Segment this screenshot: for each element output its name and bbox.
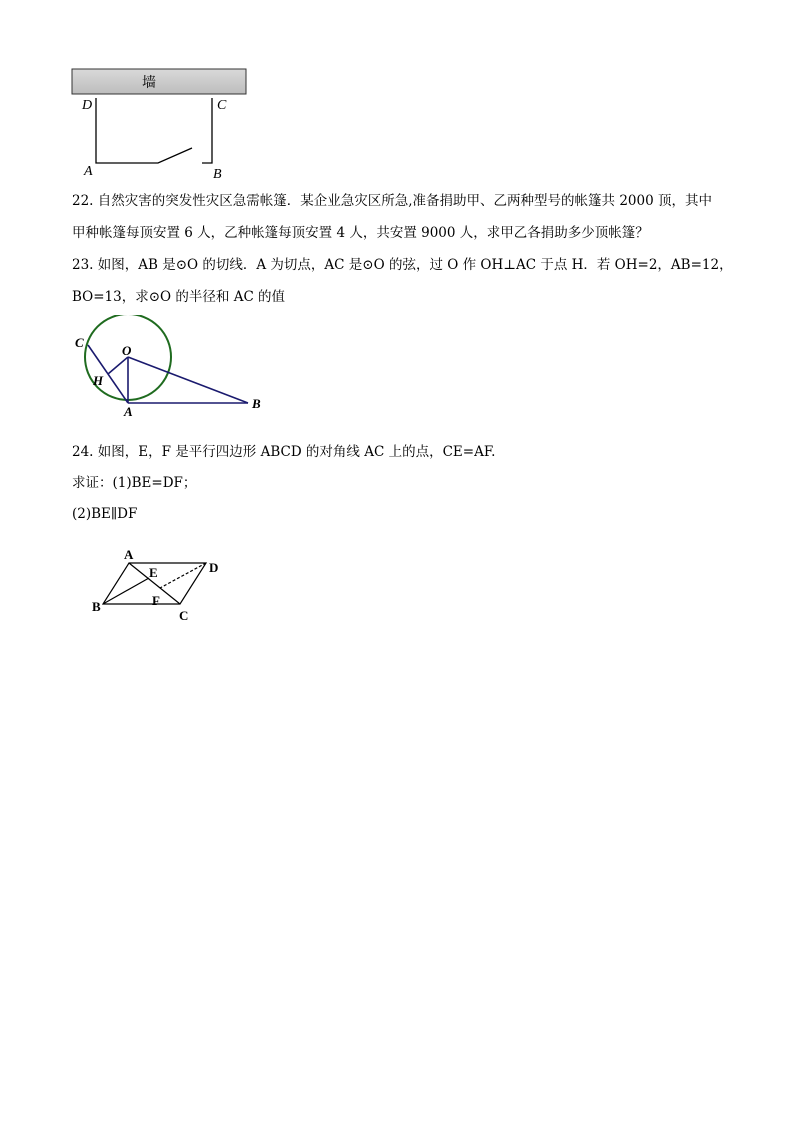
segment-oh <box>108 357 128 374</box>
wall-label: 墙 <box>142 76 156 91</box>
parallelogram-figure <box>88 543 228 628</box>
wall-bar <box>72 69 246 94</box>
label-C: C <box>75 335 84 350</box>
label-B: B <box>252 396 261 411</box>
q24-line-1: 24. 如图，E，F 是平行四边形 ABCD 的对角线 AC 上的点，CE=AF. <box>72 444 496 460</box>
label-C: C <box>217 98 227 113</box>
label-E: E <box>149 565 158 580</box>
label-O: O <box>122 343 132 358</box>
q23-line-2: BO=13，求⊙O 的半径和 AC 的值 <box>72 289 286 305</box>
wall-fence-figure <box>60 62 260 184</box>
q22-line-2: 甲种帐篷每顶安置 6 人，乙种帐篷每顶安置 4 人，共安置 9000 人，求甲乙各捐助多少顶帐篷？ <box>72 225 649 241</box>
circle-tangent-figure <box>70 315 270 420</box>
q24-line-2: 求证：(1)BE=DF； <box>72 475 197 491</box>
segment-be <box>103 578 149 604</box>
label-F: F <box>152 593 160 608</box>
label-A: A <box>84 164 93 179</box>
q23-line-1: 23. 如图，AB 是⊙O 的切线．A 为切点，AC 是⊙O 的弦，过 O 作 OH⊥AC 于点 H．若 OH=2，AB=12， <box>72 257 733 273</box>
label-A: A <box>124 547 134 562</box>
fence-right <box>202 98 212 163</box>
label-C: C <box>179 608 189 623</box>
segment-df <box>160 563 206 588</box>
label-D: D <box>82 98 93 113</box>
q22-line-1: 22. 自然灾害的突发性灾区急需帐篷．某企业急灾区所急,准备捐助甲、乙两种型号的帐篷共 2000 顶，其中 <box>72 193 712 209</box>
q24-line-3: (2)BE∥DF <box>72 506 138 522</box>
fence-left-and-bottom <box>96 98 192 163</box>
label-B: B <box>92 599 101 614</box>
label-D: D <box>209 560 219 575</box>
label-B: B <box>213 167 222 182</box>
label-H: H <box>93 373 104 388</box>
label-A: A <box>124 404 133 419</box>
